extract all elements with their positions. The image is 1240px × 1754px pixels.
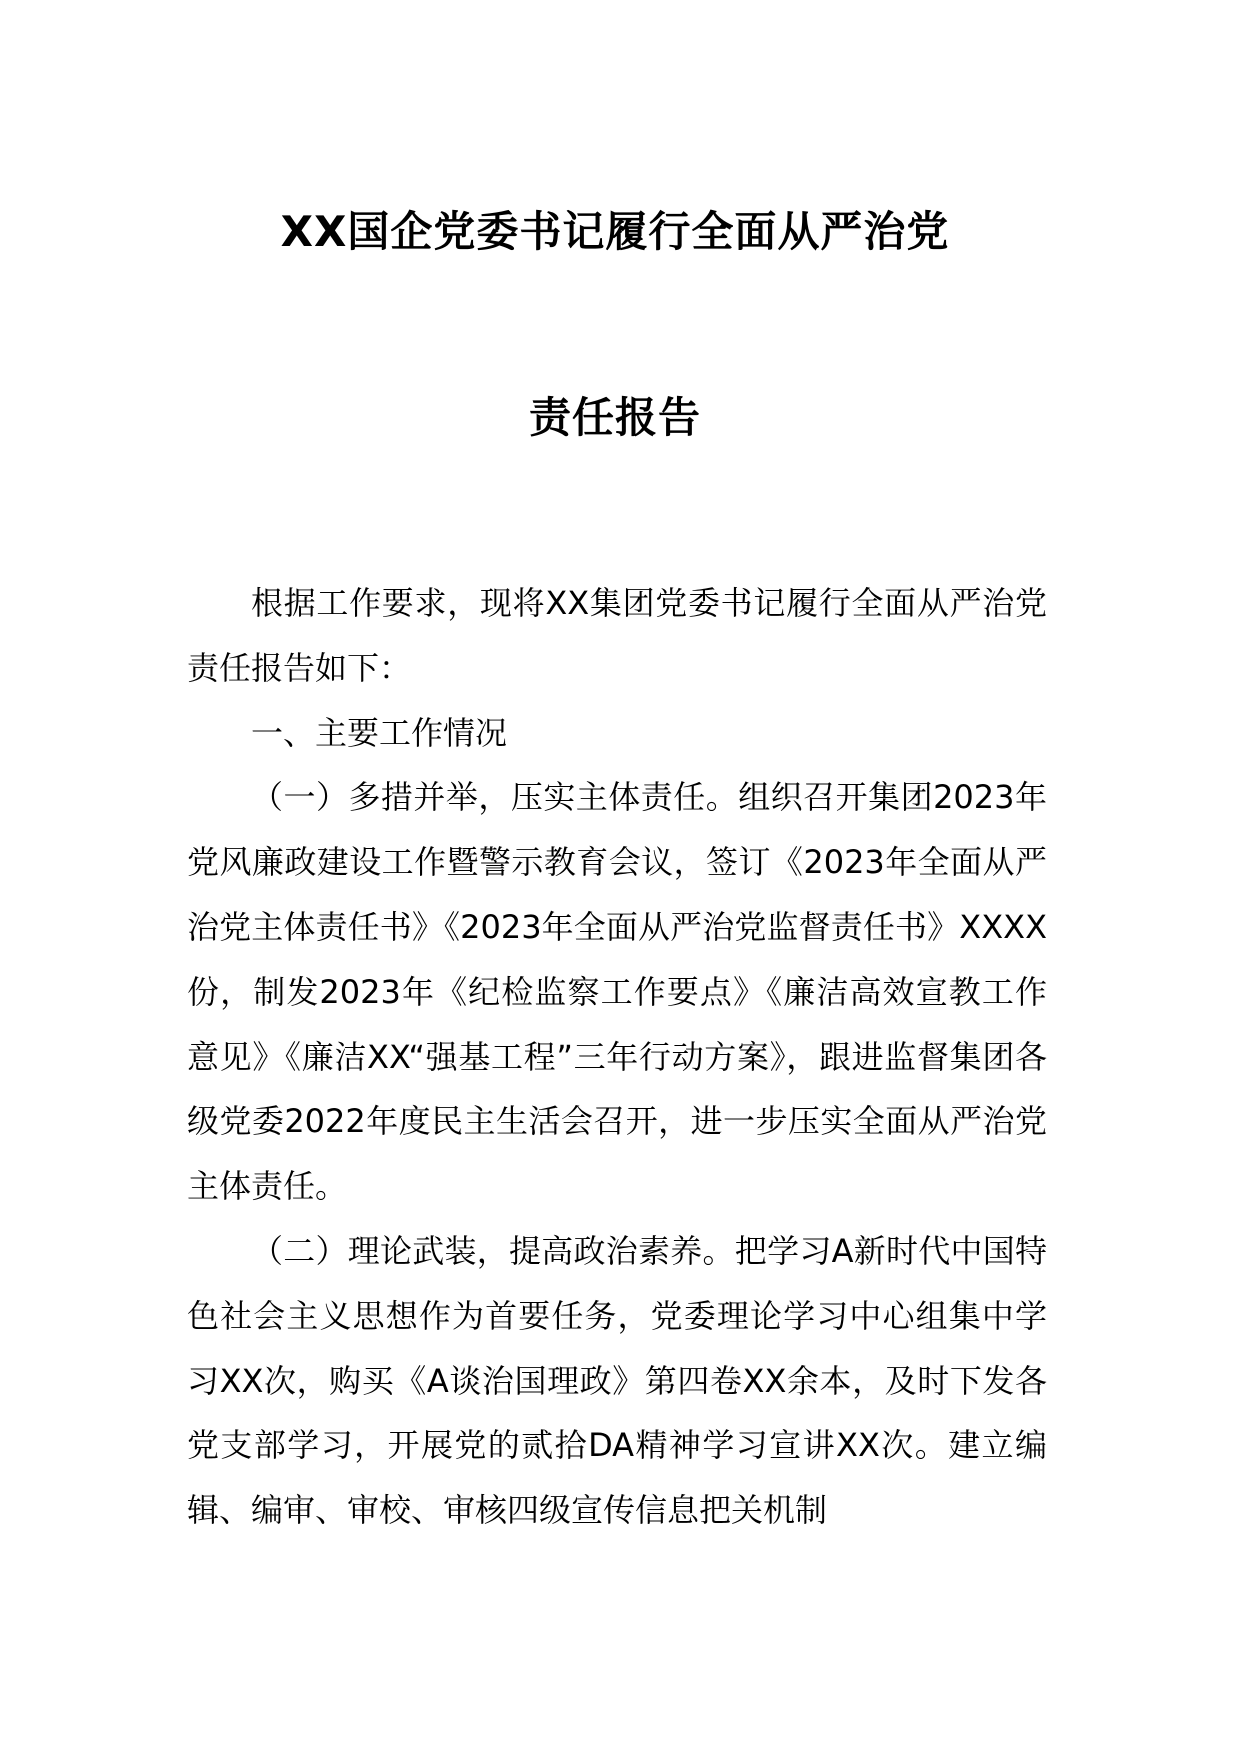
paragraph-subsection-2: （二）理论武装，提高政治素养。把学习A新时代中国特色社会主义思想作为首要任务，党委理论学习中心组集中学习XX次，购买《A谈治国理政》第四卷XX余本，及时下发各党支部学习，开展党的贰拾DA精神学习宣讲XX次。建立编辑、编审、审校、审核四级宣传信息把关机制 xyxy=(187,1231,1047,1530)
document-title-line-1: XX国企党委书记履行全面从严治党 xyxy=(280,207,950,256)
section-heading-main-work: 一、主要工作情况 xyxy=(251,713,508,752)
intro-paragraph: 根据工作要求，现将XX集团党委书记履行全面从严治党责任报告如下： xyxy=(187,584,1047,687)
document-title-line-2: 责任报告 xyxy=(528,393,701,442)
paragraph-subsection-1: （一）多措并举，压实主体责任。组织召开集团2023年党风廉政建设工作暨警示教育会议，签订《2023年全面从严治党主体责任书》《2023年全面从严治党监督责任书》XXXX份，制发2023年《纪检监察工作要点》《廉洁高效宣教工作意见》《廉洁XX“强基工程”三年行动方案》，跟进监督集团各级党委2022年度民主生活会召开，进一步压实全面从严治党主体责任。 xyxy=(187,778,1047,1206)
document-body xyxy=(187,571,1047,1543)
